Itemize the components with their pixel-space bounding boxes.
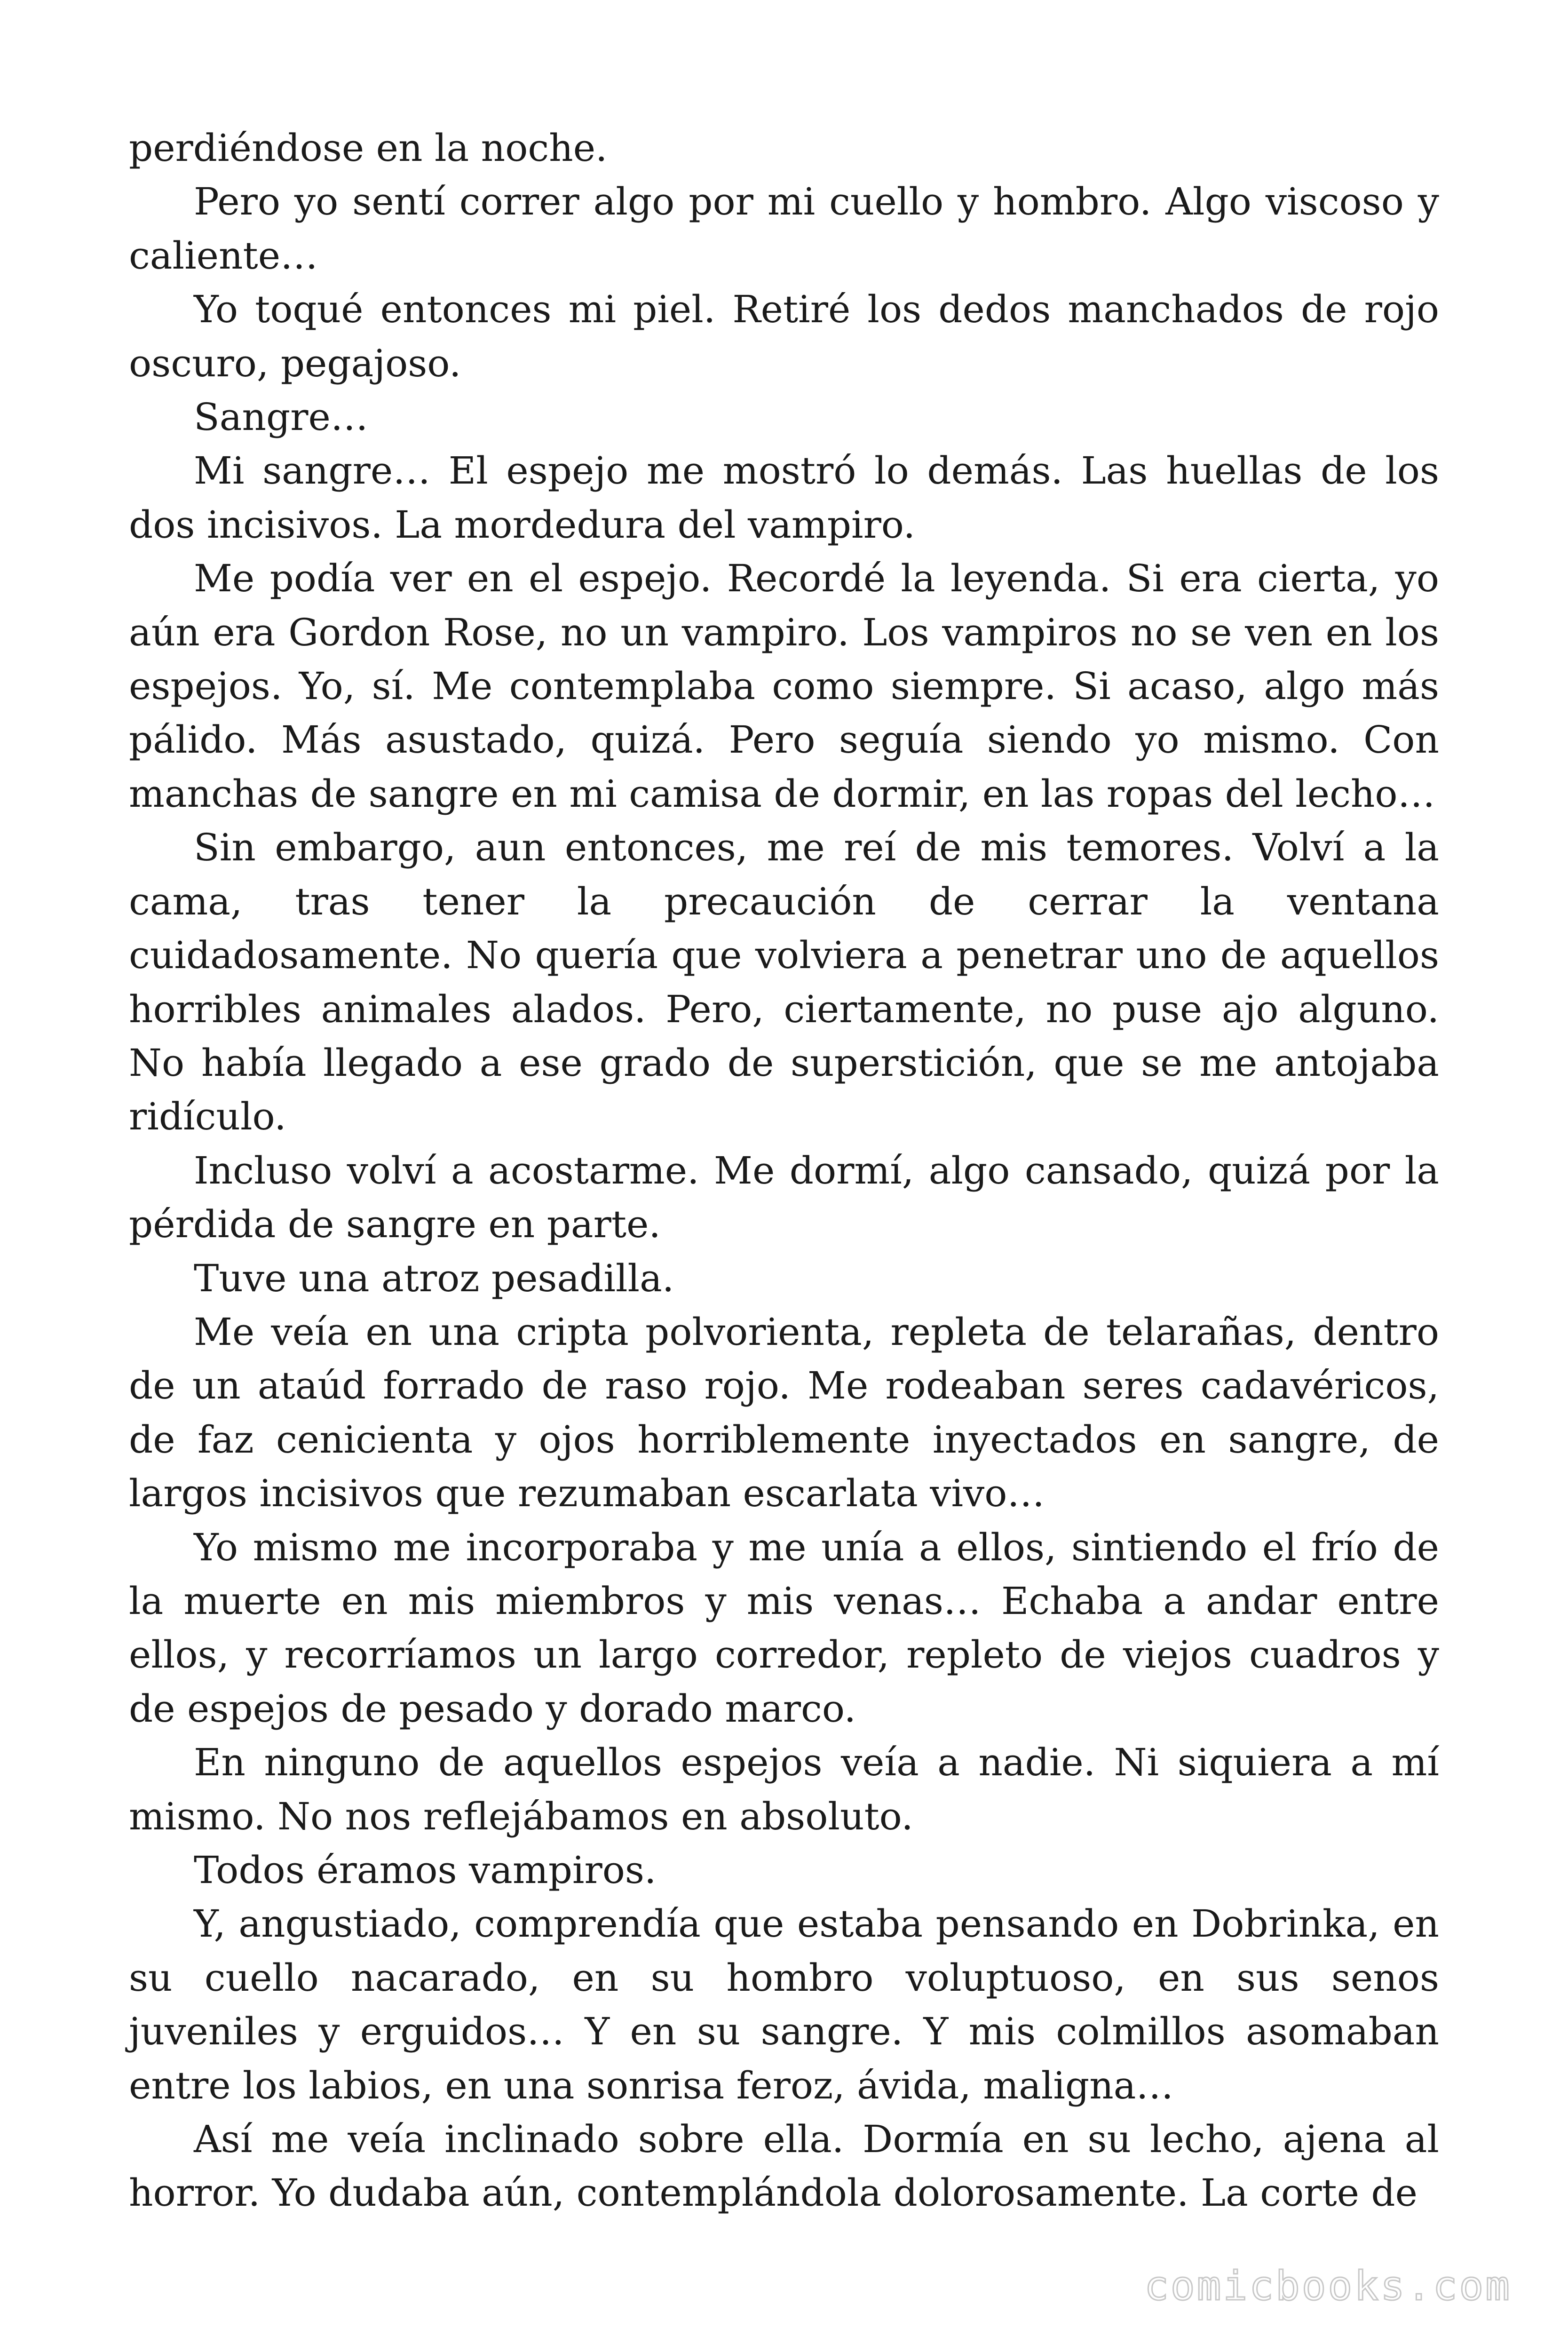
paragraph: En ninguno de aquellos espejos veía a nadie. Ni siquiera a mí mismo. No nos reflejábamos en absoluto.: [129, 1740, 1439, 1838]
paragraph: Sin embargo, aun entonces, me reí de mis temores. Volví a la cama, tras tener la precaución de cerrar la ventana cuidadosamente. No quería que volviera a penetrar uno de aquellos horribles animales alados. Pero, ciertamente, no puse ajo alguno. No había llegado a ese grado de superstición, que se me antojaba ridículo.: [129, 826, 1439, 1139]
paragraph: Sangre…: [194, 395, 368, 439]
paragraph: Me veía en una cripta polvorienta, repleta de telarañas, dentro de un ataúd forrado de raso rojo. Me rodeaban seres cadavéricos, de faz cenicienta y ojos horriblemente inyectados en sangre, de largos incisivos que rezumaban escarlata vivo…: [129, 1310, 1439, 1516]
paragraph: perdiéndose en la noche.: [129, 126, 608, 170]
paragraph: Pero yo sentí correr algo por mi cuello y hombro. Algo viscoso y caliente…: [129, 180, 1439, 278]
paragraph: Y, angustiado, comprendía que estaba pensando en Dobrinka, en su cuello nacarado, en su hombro voluptuoso, en sus senos juveniles y erguidos… Y en su sangre. Y mis colmillos asomaban entre los labios, en una sonrisa feroz, ávida, maligna…: [129, 1902, 1439, 2107]
paragraph: Me podía ver en el espejo. Recordé la leyenda. Si era cierta, yo aún era Gordon Rose, no un vampiro. Los vampiros no se ven en los espejos. Yo, sí. Me contemplaba como siempre. Si acaso, algo más pálido. Más asustado, quizá. Pero seguía siendo yo mismo. Con manchas de sangre en mi camisa de dormir, en las ropas del lecho…: [129, 556, 1439, 816]
paragraph: Yo toqué entonces mi piel. Retiré los dedos manchados de rojo oscuro, pegajoso.: [129, 287, 1439, 385]
body-text: [129, 121, 1439, 2220]
paragraph: Así me veía inclinado sobre ella. Dormía en su lecho, ajena al horror. Yo dudaba aún, contemplándola dolorosamente. La corte de: [129, 2117, 1439, 2215]
paragraph: Todos éramos vampiros.: [194, 1848, 657, 1892]
watermark: comicbooks.com: [1144, 2263, 1512, 2310]
paragraph: Tuve una atroz pesadilla.: [194, 1256, 674, 1300]
paragraph: Yo mismo me incorporaba y me unía a ellos, sintiendo el frío de la muerte en mis miembros y mis venas… Echaba a andar entre ellos, y recorríamos un largo corredor, repleto de viejos cuadros y de espejos de pesado y dorado marco.: [129, 1525, 1439, 1731]
paragraph: Mi sangre… El espejo me mostró lo demás. Las huellas de los dos incisivos. La mordedura del vampiro.: [129, 449, 1439, 547]
paragraph: Incluso volví a acostarme. Me dormí, algo cansado, quizá por la pérdida de sangre en parte.: [129, 1148, 1439, 1247]
